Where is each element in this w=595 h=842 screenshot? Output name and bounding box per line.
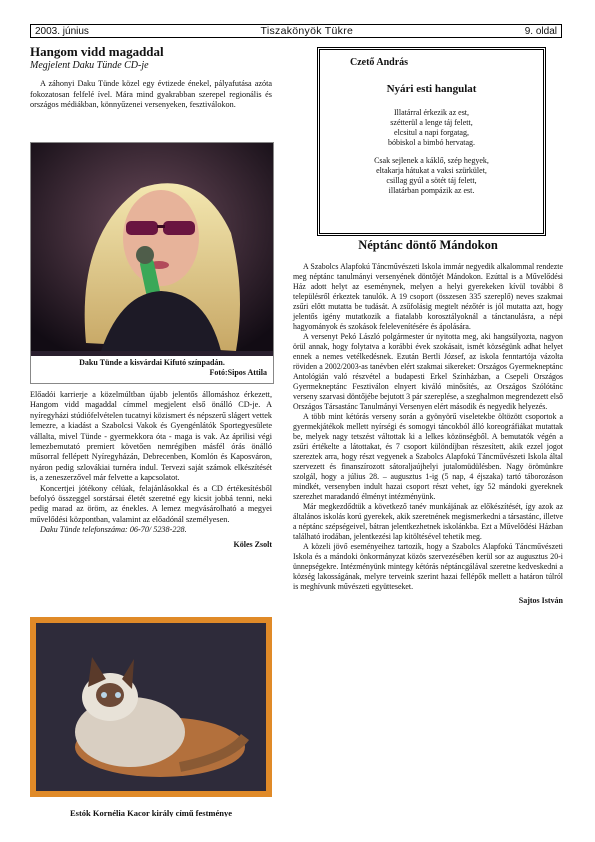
poem-title: Nyári esti hangulat — [386, 83, 477, 95]
article-cd-intro — [30, 44, 272, 111]
article-author: Sajtos István — [518, 596, 563, 605]
poem-stanza — [320, 156, 543, 196]
header-date: 2003. június — [35, 25, 89, 37]
article-lead: A záhonyi Daku Tünde közel egy évtizede énekel, pályafutása azóta fokozatosan felfelé ível. Mára mind gyakrabban szerepel regionális és országos médiákban, könnyűzenei versenyeken, fesztiválokon. — [30, 79, 272, 110]
painting-block — [30, 617, 272, 817]
poem-line: bóbiskol a bimbó hervatag. — [387, 138, 476, 147]
singer-photo-image — [31, 143, 273, 351]
poem-line: Illatárral érkezik az est, — [393, 108, 470, 117]
article-title: Hangom vidd magaddal — [30, 44, 164, 59]
poem-author: Czető András — [350, 57, 409, 68]
article-dance — [293, 262, 563, 606]
header-page-number: 9. oldal — [524, 25, 557, 37]
poem-line: csillag gyúl a sötét táj felett, — [386, 176, 477, 185]
article-contact: Daku Tünde telefonszáma: 06-70/ 5238-228. — [40, 525, 187, 535]
poem-stanza — [320, 108, 543, 148]
article-paragraph: Koncertjei jótékony célúak, felajánlásokkal és a CD értékesítésből befolyó összeggel sorstársai életét szeretné egy kicsit jobbá tenni, neki pedig marad az öröm, az énekles. A lemez megvásárolható a megyei művelődési központban, valamint az előadónál személyesen. — [30, 483, 272, 524]
poem-box — [317, 47, 546, 236]
poem-line: Csak sejlenek a káklő, szép hegyek, — [374, 156, 489, 165]
singer-photo — [30, 142, 274, 384]
poem-line: eltakarja hátukat a vaksi szürkület, — [376, 166, 487, 175]
poem-line: szétterül a lenge táj felett, — [390, 118, 473, 127]
painting-image — [30, 617, 272, 797]
poem-line: elcsitul a napi forgatag, — [394, 128, 469, 137]
article-paragraph: A közeli jövő eseményeihez tartozik, hogy a Szabolcs Alapfokú Táncművészeti Iskola és a mándoki önkormányzat közös szervezésében kerül sor az augusztus 20-i ünnepségekre. Intézményünk mintegy kétórás néptáncgálával szeretne kedveskedni a község lakosságának, melyre terveink szerint hazai fellépők mellett a határon túlról is meghívunk művészeti együtteseket. — [293, 542, 563, 591]
header-publication: Tiszakönyök Tükre — [260, 25, 354, 37]
article-subtitle: Megjelent Daku Tünde CD-je — [30, 60, 149, 71]
poem-line: illatárban pompázik az est. — [388, 186, 475, 195]
article-paragraph: A versenyt Pekó László polgármester úr nyitotta meg, aki hangsúlyozta, nagyon örül annak, hogy folytatva a korábbi évek szokásait, ismét községünk adhat helyet ennek a nemes vetélkedésnek. Ezután Bertli József, az iskola fenntartója vázolta röviden a 2002/2003-as tanévben elért szakmai sikereket: Országos Gyermekneptánc Antológián való részvétel a budapesti Erkel Színházban, a Csepeli Országos Gyermekneptánc Fesztiválon elnyert kiváló minősítés, az Országos Szólótánc verseny szarvasi döntőjébe bejutott 3 pár szereplése, a szeghalmon megrendezett első Országos Társastánc Tanulmányi Versenyen elért második és negyedik helyezés. — [293, 332, 563, 411]
article-title: Néptánc döntő Mándokon — [358, 238, 498, 252]
article-paragraph: Már megkezdődtük a következő tanév munkájának az előkészítését, így azok az általános iskolás korú gyerekek, akik szeretnének megismerkedni a társastánc, illetve a néptánc szépségeivel, bátran jelentkezhetnek iskolánkba. Ezt a Művelődési Házban található irodában, jelentkezési lap kitöltésével tehetik meg. — [293, 502, 563, 541]
photo-credit: Fotó:Sipos Attila — [209, 368, 267, 377]
photo-caption: Daku Tünde a kisvárdai Kifutó színpadán. — [79, 358, 225, 367]
painting-caption: Estók Kornélia Kacor király című festménye — [69, 808, 233, 817]
article-cd-body — [30, 390, 272, 550]
article-paragraph: A több mint kétórás verseny során a gyönyörű viseletekbe öltözött csoportok a gyermekjátékok mellett nyírségi és somogyi táncokból álló koreográfiákat mutattak be, melyek nagy tetszést váltottak ki a lelkes közönségből. A bemutatók végén a zsűri értékelte a látottakat, és 7 csoport különdíjban részesített, akik ezzel jogot szereztek arra, hogy részt vegyenek a Szabolcs Alapfokú Táncművészeti Iskola által szervezett és finanszírozott sátoraljaújhelyi jutalomüdülésben. Nagy örömünkre szolgál, hogy a július 28. – augusztus 1-ig (5 nap, 4 éjszaka) tartó táborozáson mindkét, versenyben indult hazai csoport részt vehet, így 52 mándoki gyereknek szerezhet maradandó élményt intézményünk. — [293, 412, 563, 501]
article-author: Köles Zsolt — [233, 539, 272, 549]
article-paragraph: Előadói karrierje a közelmúltban újabb jelentős állomáshoz érkezett, Hangom vidd magaddal címmel megjelent első önálló CD-je. A nyíregyházi stúdiófelvételen tucatnyi közismert és népszerű slágert vettek lemezre, a kiadást a Szabolcsi Vakok és Gyengénlátók Sportegyesülete vállalta, mivel Tünde - gyermekkora óta - maga is vak. Az áprilisi végi lemezbemutató premiert követően nemrégiben másfél órás önálló műsorral fellépett Nyíregyházán, Debrecenben, Komlón és Kaposváron, nyáron pedig szlovákiai turnéra indul. Tervezi saját számok elkészítését is, a zeneszerzővel már felvette a kapcsolatot. — [30, 390, 272, 483]
page-header — [30, 24, 562, 38]
article-paragraph: A Szabolcs Alapfokú Táncművészeti Iskola immár negyedik alkalommal rendezte meg néptánc tanulmányi versenyének döntőjét Mándokon. Ezúttal is a Művelődési Ház adott helyt az eseménynek, melyen a helyi gyerekeken kívül további 8 településről érkeztek tanulók. A 19 csoport (összesen 335 szereplő) neves szakmai zsűri előtt mutatta be tudását. A zsűfolásig megtelt nézőtér is jól mutatta azt, hogy jelentős igény mutatkozik a fiatalabb korosztályoknál a tánctanulásra, a népi hagyományok és szokások felelevenítésére és ápolására. — [293, 262, 563, 331]
